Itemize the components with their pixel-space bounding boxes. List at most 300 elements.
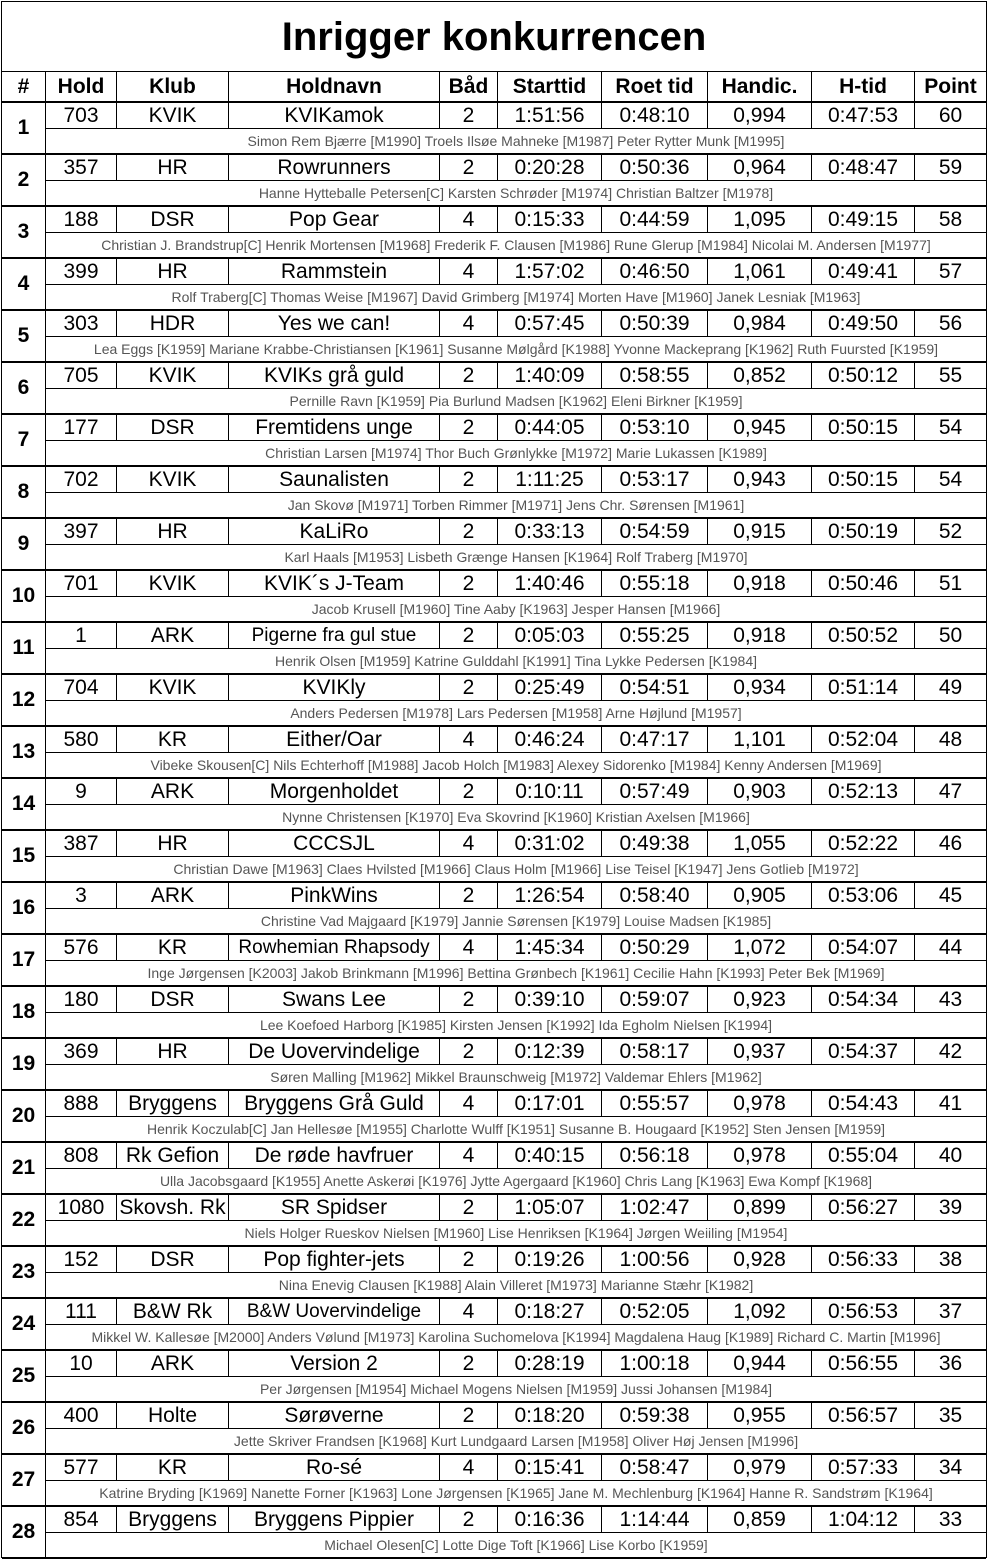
header-point: Point — [924, 75, 977, 98]
h-tid-cell: 0:56:57 — [812, 1403, 915, 1429]
roet-tid-cell: 1:02:47 — [602, 1195, 708, 1221]
baad-cell: 4 — [440, 1455, 498, 1481]
starttid-cell: 1:11:25 — [498, 467, 602, 493]
holdnavn-cell: Pigerne fra gul stue — [229, 623, 440, 649]
klub-cell: HDR — [117, 311, 229, 337]
result-row — [2, 831, 986, 883]
starttid-cell: 1:05:07 — [498, 1195, 602, 1221]
point-cell: 56 — [915, 311, 986, 337]
point-cell: 54 — [915, 415, 986, 441]
klub-cell: ARK — [117, 883, 229, 909]
crew-list: Jette Skriver Frandsen [K1968] Kurt Lundgaard Larsen [M1958] Oliver Høj Jensen [M1996] — [233, 1433, 799, 1449]
result-row — [2, 1039, 986, 1091]
point-cell: 41 — [915, 1091, 986, 1117]
handic-cell: 0,978 — [708, 1091, 812, 1117]
point-cell: 37 — [915, 1299, 986, 1325]
rank-cell: 5 — [2, 311, 46, 361]
handic-cell: 0,978 — [708, 1143, 812, 1169]
handic-cell: 0,859 — [708, 1507, 812, 1533]
holdnavn-cell: De røde havfruer — [229, 1143, 440, 1169]
point-cell: 57 — [915, 259, 986, 285]
baad-cell: 2 — [440, 467, 498, 493]
rank-cell: 1 — [2, 103, 46, 153]
h-tid-cell: 0:50:15 — [812, 415, 915, 441]
hold-cell: 400 — [46, 1403, 117, 1429]
h-tid-cell: 0:56:27 — [812, 1195, 915, 1221]
rank-cell: 26 — [2, 1403, 46, 1453]
point-cell: 58 — [915, 207, 986, 233]
h-tid-cell: 0:47:53 — [812, 103, 915, 129]
result-row — [2, 155, 986, 207]
header-klub: Klub — [117, 72, 229, 101]
klub-cell: Rk Gefion — [117, 1143, 229, 1169]
klub-cell: HR — [117, 155, 229, 181]
starttid-cell: 0:15:33 — [498, 207, 602, 233]
result-row — [2, 1091, 986, 1143]
point-cell: 55 — [915, 363, 986, 389]
roet-tid-cell: 0:54:59 — [602, 519, 708, 545]
starttid-cell: 0:44:05 — [498, 415, 602, 441]
result-row — [2, 1507, 986, 1559]
handic-cell: 0,955 — [708, 1403, 812, 1429]
roet-tid-cell: 0:50:36 — [602, 155, 708, 181]
result-row — [2, 519, 986, 571]
hold-cell: 111 — [46, 1299, 117, 1325]
hold-cell: 357 — [46, 155, 117, 181]
baad-cell: 2 — [440, 1247, 498, 1273]
rank-cell: 15 — [2, 831, 46, 881]
point-cell: 52 — [915, 519, 986, 545]
rank-cell: 19 — [2, 1039, 46, 1089]
handic-cell: 0,852 — [708, 363, 812, 389]
klub-cell: DSR — [117, 1247, 229, 1273]
klub-cell: KVIK — [117, 103, 229, 129]
crew-list: Henrik Koczulab[C] Jan Hellesøe [M1955] Charlotte Wulff [K1951] Susanne B. Hougaard [K1952] Sten Jensen [M1959] — [146, 1121, 886, 1137]
h-tid-cell: 1:04:12 — [812, 1507, 915, 1533]
roet-tid-cell: 0:50:39 — [602, 311, 708, 337]
holdnavn-cell: Morgenholdet — [229, 779, 440, 805]
hold-cell: 576 — [46, 935, 117, 961]
starttid-cell: 0:10:11 — [498, 779, 602, 805]
crew-list: Christian Larsen [M1974] Thor Buch Grønlykke [M1972] Marie Lukassen [K1989] — [265, 445, 767, 461]
roet-tid-cell: 0:56:18 — [602, 1143, 708, 1169]
crew-list: Søren Malling [M1962] Mikkel Braunschweig [M1972] Valdemar Ehlers [M1962] — [270, 1069, 762, 1085]
starttid-cell: 0:15:41 — [498, 1455, 602, 1481]
crew-list: Karl Haals [M1953] Lisbeth Grænge Hansen [K1964] Rolf Traberg [M1970] — [284, 549, 748, 565]
header-handic: Handic. — [708, 72, 812, 101]
result-row — [2, 987, 986, 1039]
handic-cell: 0,915 — [708, 519, 812, 545]
hold-cell: 702 — [46, 467, 117, 493]
holdnavn-cell: Saunalisten — [229, 467, 440, 493]
holdnavn-cell: Yes we can! — [229, 311, 440, 337]
point-cell: 47 — [915, 779, 986, 805]
crew-list: Katrine Bryding [K1969] Nanette Forner [K1963] Lone Jørgensen [K1965] Jane M. Mechlenburg [K1964] Hanne R. Sandstrøm [K1964] — [99, 1485, 933, 1501]
hold-cell: 387 — [46, 831, 117, 857]
roet-tid-cell: 0:44:59 — [602, 207, 708, 233]
hold-cell: 1080 — [46, 1195, 117, 1221]
rank-cell: 14 — [2, 779, 46, 829]
results-table-body — [2, 103, 986, 1559]
klub-cell: HR — [117, 1039, 229, 1065]
klub-cell: KR — [117, 1455, 229, 1481]
baad-cell: 2 — [440, 415, 498, 441]
h-tid-cell: 0:52:13 — [812, 779, 915, 805]
starttid-cell: 0:05:03 — [498, 623, 602, 649]
crew-list: Christian J. Brandstrup[C] Henrik Mortensen [M1968] Frederik F. Clausen [M1986] Rune Glerup [M1984] Nicolai M. Andersen [M1977] — [101, 237, 931, 253]
handic-cell: 0,903 — [708, 779, 812, 805]
klub-cell: KVIK — [117, 675, 229, 701]
crew-list: Christian Dawe [M1963] Claes Hvilsted [M1966] Claus Holm [M1966] Lise Teisel [K1947] Jens Gotlieb [M1972] — [173, 861, 859, 877]
hold-cell: 180 — [46, 987, 117, 1013]
header-h-tid: H-tid — [812, 72, 915, 101]
starttid-cell: 1:45:34 — [498, 935, 602, 961]
roet-tid-cell: 0:49:38 — [602, 831, 708, 857]
result-row — [2, 1299, 986, 1351]
h-tid-cell: 0:57:33 — [812, 1455, 915, 1481]
hold-cell: 577 — [46, 1455, 117, 1481]
roet-tid-cell: 0:58:55 — [602, 363, 708, 389]
crew-list: Lee Koefoed Harborg [K1985] Kirsten Jensen [K1992] Ida Egholm Nielsen [K1994] — [259, 1017, 773, 1033]
hold-cell: 152 — [46, 1247, 117, 1273]
h-tid-cell: 0:54:43 — [812, 1091, 915, 1117]
roet-tid-cell: 0:58:40 — [602, 883, 708, 909]
baad-cell: 4 — [440, 1143, 498, 1169]
baad-cell: 4 — [440, 259, 498, 285]
roet-tid-cell: 0:47:17 — [602, 727, 708, 753]
h-tid-cell: 0:51:14 — [812, 675, 915, 701]
rank-cell: 3 — [2, 207, 46, 257]
handic-cell: 0,979 — [708, 1455, 812, 1481]
holdnavn-cell: Version 2 — [229, 1351, 440, 1377]
rank-cell: 13 — [2, 727, 46, 777]
result-row — [2, 675, 986, 727]
result-row — [2, 1195, 986, 1247]
point-cell: 42 — [915, 1039, 986, 1065]
h-tid-cell: 0:53:06 — [812, 883, 915, 909]
baad-cell: 2 — [440, 363, 498, 389]
baad-cell: 2 — [440, 519, 498, 545]
h-tid-cell: 0:49:50 — [812, 311, 915, 337]
klub-cell: B&W Rk — [117, 1299, 229, 1325]
rank-cell: 28 — [2, 1507, 46, 1557]
roet-tid-cell: 0:50:29 — [602, 935, 708, 961]
h-tid-cell: 0:50:19 — [812, 519, 915, 545]
klub-cell: HR — [117, 831, 229, 857]
point-cell: 44 — [915, 935, 986, 961]
point-cell: 33 — [915, 1507, 986, 1533]
crew-list: Nina Enevig Clausen [K1988] Alain Villeret [M1973] Marianne Stæhr [K1982] — [278, 1277, 754, 1293]
crew-list: Henrik Olsen [M1959] Katrine Gulddahl [K1991] Tina Lykke Pedersen [K1984] — [275, 653, 757, 669]
crew-list: Jan Skovø [M1971] Torben Rimmer [M1971] Jens Chr. Sørensen [M1961] — [287, 497, 745, 513]
klub-cell: KVIK — [117, 571, 229, 597]
baad-cell: 4 — [440, 1299, 498, 1325]
crew-list: Nynne Christensen [K1970] Eva Skovrind [K1960] Kristian Axelsen [M1966] — [282, 809, 750, 825]
result-row — [2, 571, 986, 623]
hold-cell: 703 — [46, 103, 117, 129]
result-row — [2, 1403, 986, 1455]
crew-list: Niels Holger Rueskov Nielsen [M1960] Lise Henriksen [K1964] Jørgen Weiiling [M1954] — [244, 1225, 788, 1241]
rank-cell: 6 — [2, 363, 46, 413]
handic-cell: 0,899 — [708, 1195, 812, 1221]
holdnavn-cell: SR Spidser — [229, 1195, 440, 1221]
handic-cell: 0,905 — [708, 883, 812, 909]
result-row — [2, 467, 986, 519]
starttid-cell: 1:40:09 — [498, 363, 602, 389]
hold-cell: 1 — [46, 623, 117, 649]
starttid-cell: 1:40:46 — [498, 571, 602, 597]
h-tid-cell: 0:52:22 — [812, 831, 915, 857]
roet-tid-cell: 0:58:17 — [602, 1039, 708, 1065]
rank-cell: 10 — [2, 571, 46, 621]
result-row — [2, 103, 986, 155]
point-cell: 49 — [915, 675, 986, 701]
hold-cell: 10 — [46, 1351, 117, 1377]
starttid-cell: 0:16:36 — [498, 1507, 602, 1533]
result-row — [2, 883, 986, 935]
baad-cell: 2 — [440, 987, 498, 1013]
crew-list: Pernille Ravn [K1959] Pia Burlund Madsen [K1962] Eleni Birkner [K1959] — [289, 393, 743, 409]
point-cell: 46 — [915, 831, 986, 857]
result-row — [2, 779, 986, 831]
point-cell: 50 — [915, 623, 986, 649]
hold-cell: 580 — [46, 727, 117, 753]
rank-cell: 12 — [2, 675, 46, 725]
h-tid-cell: 0:50:15 — [812, 467, 915, 493]
h-tid-cell: 0:56:55 — [812, 1351, 915, 1377]
holdnavn-cell: KaLiRo — [229, 519, 440, 545]
result-row — [2, 259, 986, 311]
point-cell: 35 — [915, 1403, 986, 1429]
roet-tid-cell: 0:55:25 — [602, 623, 708, 649]
point-cell: 34 — [915, 1455, 986, 1481]
holdnavn-cell: Either/Oar — [229, 727, 440, 753]
result-row — [2, 1351, 986, 1403]
starttid-cell: 0:19:26 — [498, 1247, 602, 1273]
result-row — [2, 207, 986, 259]
klub-cell: ARK — [117, 623, 229, 649]
baad-cell: 4 — [440, 831, 498, 857]
rank-cell: 9 — [2, 519, 46, 569]
point-cell: 43 — [915, 987, 986, 1013]
point-cell: 39 — [915, 1195, 986, 1221]
rank-cell: 16 — [2, 883, 46, 933]
h-tid-cell: 0:55:04 — [812, 1143, 915, 1169]
h-tid-cell: 0:52:04 — [812, 727, 915, 753]
klub-cell: KVIK — [117, 363, 229, 389]
roet-tid-cell: 0:46:50 — [602, 259, 708, 285]
hold-cell: 808 — [46, 1143, 117, 1169]
starttid-cell: 0:25:49 — [498, 675, 602, 701]
rank-cell: 11 — [2, 623, 46, 673]
hold-cell: 397 — [46, 519, 117, 545]
point-cell: 60 — [915, 103, 986, 129]
crew-list: Anders Pedersen [M1978] Lars Pedersen [M1958] Arne Højlund [M1957] — [290, 705, 742, 721]
roet-tid-cell: 0:53:10 — [602, 415, 708, 441]
h-tid-cell: 0:50:52 — [812, 623, 915, 649]
hold-cell: 3 — [46, 883, 117, 909]
starttid-cell: 1:26:54 — [498, 883, 602, 909]
baad-cell: 2 — [440, 779, 498, 805]
rank-cell: 24 — [2, 1299, 46, 1349]
baad-cell: 4 — [440, 1091, 498, 1117]
hold-cell: 177 — [46, 415, 117, 441]
handic-cell: 1,101 — [708, 727, 812, 753]
point-cell: 59 — [915, 155, 986, 181]
hold-cell: 854 — [46, 1507, 117, 1533]
roet-tid-cell: 0:58:47 — [602, 1455, 708, 1481]
baad-cell: 2 — [440, 1403, 498, 1429]
klub-cell: Bryggens — [117, 1507, 229, 1533]
starttid-cell: 0:40:15 — [498, 1143, 602, 1169]
starttid-cell: 0:46:24 — [498, 727, 602, 753]
point-cell: 48 — [915, 727, 986, 753]
handic-cell: 1,095 — [708, 207, 812, 233]
holdnavn-cell: KVIKs grå guld — [229, 363, 440, 389]
handic-cell: 0,943 — [708, 467, 812, 493]
rank-cell: 23 — [2, 1247, 46, 1297]
starttid-cell: 1:51:56 — [498, 103, 602, 129]
page-title: Inrigger konkurrencen — [2, 2, 986, 72]
starttid-cell: 0:28:19 — [498, 1351, 602, 1377]
handic-cell: 0,994 — [708, 103, 812, 129]
klub-cell: KR — [117, 935, 229, 961]
starttid-cell: 0:18:27 — [498, 1299, 602, 1325]
roet-tid-cell: 0:55:57 — [602, 1091, 708, 1117]
rank-cell: 21 — [2, 1143, 46, 1193]
baad-cell: 2 — [440, 571, 498, 597]
handic-cell: 0,945 — [708, 415, 812, 441]
holdnavn-cell: De Uovervindelige — [229, 1039, 440, 1065]
starttid-cell: 0:18:20 — [498, 1403, 602, 1429]
h-tid-cell: 0:54:37 — [812, 1039, 915, 1065]
baad-cell: 2 — [440, 1351, 498, 1377]
baad-cell: 2 — [440, 623, 498, 649]
h-tid-cell: 0:56:33 — [812, 1247, 915, 1273]
result-row — [2, 623, 986, 675]
roet-tid-cell: 0:55:18 — [602, 571, 708, 597]
holdnavn-cell: Pop Gear — [229, 207, 440, 233]
rank-cell: 20 — [2, 1091, 46, 1141]
result-row — [2, 311, 986, 363]
header-holdnavn: Holdnavn — [229, 72, 440, 101]
crew-list: Hanne Hytteballe Petersen[C] Karsten Schrøder [M1974] Christian Baltzer [M1978] — [258, 185, 774, 201]
h-tid-cell: 0:49:41 — [812, 259, 915, 285]
handic-cell: 0,923 — [708, 987, 812, 1013]
table-header — [2, 72, 986, 103]
holdnavn-cell: Swans Lee — [229, 987, 440, 1013]
klub-cell: HR — [117, 259, 229, 285]
result-row — [2, 415, 986, 467]
holdnavn-cell: Bryggens Pippier — [229, 1507, 440, 1533]
starttid-cell: 0:12:39 — [498, 1039, 602, 1065]
result-row — [2, 1455, 986, 1507]
baad-cell: 4 — [440, 727, 498, 753]
point-cell: 38 — [915, 1247, 986, 1273]
klub-cell: KVIK — [117, 467, 229, 493]
baad-cell: 2 — [440, 103, 498, 129]
klub-cell: DSR — [117, 987, 229, 1013]
crew-list: Per Jørgensen [M1954] Michael Mogens Nielsen [M1959] Jussi Johansen [M1984] — [259, 1381, 773, 1397]
h-tid-cell: 0:48:47 — [812, 155, 915, 181]
roet-tid-cell: 0:57:49 — [602, 779, 708, 805]
point-cell: 40 — [915, 1143, 986, 1169]
rank-cell: 2 — [2, 155, 46, 205]
holdnavn-cell: Rowhemian Rhapsody — [229, 935, 440, 961]
holdnavn-cell: Fremtidens unge — [229, 415, 440, 441]
starttid-cell: 0:57:45 — [498, 311, 602, 337]
roet-tid-cell: 1:14:44 — [602, 1507, 708, 1533]
klub-cell: ARK — [117, 1351, 229, 1377]
roet-tid-cell: 0:52:05 — [602, 1299, 708, 1325]
baad-cell: 4 — [440, 311, 498, 337]
crew-list: Ulla Jacobsgaard [K1955] Anette Askerøi [K1976] Jytte Agergaard [K1960] Chris Lang [K1963] Ewa Kompf [K1968] — [159, 1173, 873, 1189]
baad-cell: 2 — [440, 1507, 498, 1533]
crew-list: Rolf Traberg[C] Thomas Weise [M1967] David Grimberg [M1974] Morten Have [M1960] Janek Lesniak [M1963] — [171, 289, 861, 305]
roet-tid-cell: 0:59:38 — [602, 1403, 708, 1429]
rank-cell: 22 — [2, 1195, 46, 1245]
roet-tid-cell: 1:00:18 — [602, 1351, 708, 1377]
holdnavn-cell: B&W Uovervindelige — [229, 1299, 440, 1325]
crew-list: Michael Olesen[C] Lotte Dige Toft [K1966] Lise Korbo [K1959] — [324, 1537, 708, 1553]
klub-cell: DSR — [117, 415, 229, 441]
results-sheet — [1, 1, 987, 1558]
holdnavn-cell: KVIK´s J-Team — [229, 571, 440, 597]
crew-list: Vibeke Skousen[C] Nils Echterhoff [M1988] Jacob Holch [M1983] Alexey Sidorenko [M1984] Kenny Andersen [M1969] — [150, 757, 882, 773]
crew-list: Inge Jørgensen [K2003] Jakob Brinkmann [M1996] Bettina Grønbech [K1961] Cecilie Hahn [K1993] Peter Bek [M1969] — [147, 965, 885, 981]
h-tid-cell: 0:50:46 — [812, 571, 915, 597]
header-hold: Hold — [46, 72, 117, 101]
holdnavn-cell: PinkWins — [229, 883, 440, 909]
klub-cell: ARK — [117, 779, 229, 805]
holdnavn-cell: KVIKamok — [229, 103, 440, 129]
rank-cell: 17 — [2, 935, 46, 985]
h-tid-cell: 0:50:12 — [812, 363, 915, 389]
rank-cell: 25 — [2, 1351, 46, 1401]
roet-tid-cell: 0:53:17 — [602, 467, 708, 493]
klub-cell: KR — [117, 727, 229, 753]
handic-cell: 0,984 — [708, 311, 812, 337]
h-tid-cell: 0:56:53 — [812, 1299, 915, 1325]
handic-cell: 0,934 — [708, 675, 812, 701]
starttid-cell: 0:31:02 — [498, 831, 602, 857]
holdnavn-cell: Rammstein — [229, 259, 440, 285]
crew-list: Simon Rem Bjærre [M1990] Troels Ilsøe Mahneke [M1987] Peter Rytter Munk [M1995] — [247, 133, 785, 149]
handic-cell: 1,055 — [708, 831, 812, 857]
baad-cell: 4 — [440, 935, 498, 961]
crew-list: Christine Vad Majgaard [K1979] Jannie Sørensen [K1979] Louise Madsen [K1985] — [260, 913, 772, 929]
roet-tid-cell: 0:54:51 — [602, 675, 708, 701]
hold-cell: 888 — [46, 1091, 117, 1117]
rank-cell: 27 — [2, 1455, 46, 1505]
handic-cell: 0,937 — [708, 1039, 812, 1065]
result-row — [2, 363, 986, 415]
crew-list: Lea Eggs [K1959] Mariane Krabbe-Christiansen [K1961] Susanne Mølgård [K1988] Yvonne Mackeprang [K1962] Ruth Fuursted [K1959] — [93, 341, 939, 357]
handic-cell: 0,918 — [708, 623, 812, 649]
hold-cell: 188 — [46, 207, 117, 233]
result-row — [2, 935, 986, 987]
baad-cell: 2 — [440, 1039, 498, 1065]
h-tid-cell: 0:54:07 — [812, 935, 915, 961]
baad-cell: 2 — [440, 155, 498, 181]
hold-cell: 701 — [46, 571, 117, 597]
header-rank: # — [2, 72, 46, 101]
h-tid-cell: 0:54:34 — [812, 987, 915, 1013]
point-cell: 51 — [915, 571, 986, 597]
handic-cell: 0,944 — [708, 1351, 812, 1377]
crew-list: Mikkel W. Kallesøe [M2000] Anders Vølund [M1973] Karolina Suchomelova [K1994] Magdalena Haug [K1989] Richard C. Martin [M1996] — [91, 1329, 941, 1345]
handic-cell: 1,072 — [708, 935, 812, 961]
